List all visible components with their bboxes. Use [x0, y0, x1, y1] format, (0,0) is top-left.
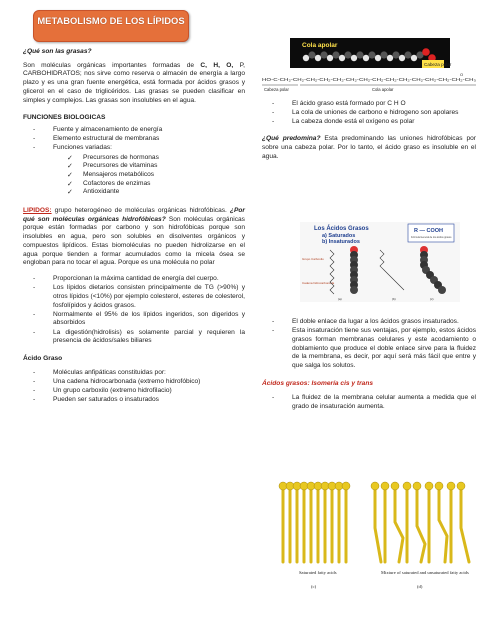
- heading-acido-graso: Ácido Graso: [23, 355, 63, 363]
- paragraph-lipidos: LIPIDOS: grupo heterogéneo de moléculas orgánicas hidrofóbicas. ¿Por qué son moléculas orgánicas hidrofóbicas? Son moléculas orgánicas porque están formadas por carbono y son hidrofóbicas porque son insolubles en agua, pero son solubles en disolventes orgánicos y compuestos lipídicos. Estas biomoléculas no pueden hidrolizarse en el agua porque tienden a formar acumulados como la micela ósea se engloban para no tocar el agua. Porque es una molécula no polar: [23, 207, 245, 267]
- check-item: ✓ Mensajeros metabólicos: [23, 171, 245, 180]
- paragraph-grasas: Son moléculas orgánicas importantes formadas de C, H, O, P, CARBOHIDRATOS; nos sirve como reserva o almacén de energía a largo plazo y es una gran fuente energética, está formada por ácidos grasos y glicerol en el caso de triglicéridos. Las grasas se pueden clasificar en simples y complejos. Las grasas son insolubles en el agua.: [23, 61, 245, 104]
- list-item: - La cola de uniones de carbono e hidrogeno son apolares: [262, 109, 476, 118]
- list-item: - Un grupo carboxilo (extremo hidrofilacio): [23, 387, 245, 396]
- page-title: METABOLISMO DE LOS LÍPIDOS: [33, 10, 189, 42]
- label-mixture: Mixture of saturated and unsaturated fatty acids: [381, 570, 469, 575]
- membrane-figure: [277, 478, 477, 600]
- fatty-acid-structure-figure: [262, 36, 478, 98]
- list-funciones: [23, 126, 245, 153]
- list-item: - Moléculas anfipáticas constituidas por:: [23, 369, 245, 378]
- caption-c: (c): [430, 297, 434, 301]
- fig2-sub-a: a) Saturados: [322, 233, 356, 239]
- question-grasas: ¿Qué son las grasas?: [23, 48, 92, 55]
- fig2-formula-note: Fórmula General de los ácidos grasos: [411, 236, 452, 239]
- check-item: ✓ Cofactores de enzimas: [23, 180, 245, 189]
- paragraph-predomina: ¿Qué predomina? Esta predominando las uniones hidrofóbicas por sobre una cabeza polar. Por lo tanto, el ácido graso es insoluble en el agua.: [262, 135, 476, 160]
- list-item: - El doble enlace da lugar a los ácidos grasos insaturados.: [262, 318, 476, 327]
- check-item: ✓ Precursores de hormonas: [23, 154, 245, 163]
- right-text-2: [262, 318, 476, 412]
- caption-d: (d): [417, 584, 423, 589]
- cola-apolar-bottom-label: Cola apolar: [372, 87, 394, 92]
- list-lipidos: [23, 275, 245, 346]
- check-item: ✓ Precursores de vitaminas: [23, 162, 245, 171]
- caption-c: (c): [311, 584, 317, 589]
- list-insaturados: [262, 318, 476, 371]
- list-item: - Esta insaturación tiene sus ventajas, por ejemplo, estos ácidos grasos forman membranas celulares y este acodamiento o doblamiento que produce el doble enlace sirve para la fluidez de la membrana, es decir, por aquí será más fácil que entre y que salga los solutos.: [262, 327, 476, 371]
- right-text-1: [262, 100, 476, 161]
- cola-apolar-label: Cola apolar: [302, 42, 338, 49]
- acidos-grasos-diagram: [300, 222, 460, 302]
- list-item: - El ácido graso está formado por C H O: [262, 100, 476, 109]
- label-saturated: Saturated fatty acids: [299, 570, 337, 575]
- label-carboxilo: Grupo Carboxilo: [302, 257, 324, 261]
- list-item: - Pueden ser saturados o insaturados: [23, 396, 245, 405]
- oxygen-label: O: [460, 72, 464, 77]
- acidos-grasos-figure: [300, 222, 460, 302]
- heading-funciones: FUNCIONES BIOLOGICAS: [23, 114, 106, 122]
- list-item: - Funciones variadas:: [23, 144, 245, 153]
- saturated-membrane: [279, 482, 350, 562]
- list-item: - Elemento estructural de membranas: [23, 135, 245, 144]
- list-item: - La fluidez de la membrana celular aumenta a medida que el grado de insaturación aumenta.: [262, 394, 476, 411]
- caption-b: (b): [392, 297, 396, 301]
- fatty-acid-formula: HO-C-CH₂-CH₂-CH₂-CH₂-CH₂-CH₂-CH₂-CH₂-CH₂-CH₂-CH₂-CH₂-CH₂-CH₂-CH₃: [262, 77, 477, 82]
- list-item: - Fuente y almacenamiento de energía: [23, 126, 245, 135]
- fig2-sub-b: b) Insaturados: [322, 239, 360, 245]
- list-item: - La cabeza donde está el oxígeno es polar: [262, 118, 476, 127]
- caption-a: (a): [338, 297, 342, 301]
- list-item: - Normalmente el 95% de los lípidos ingeridos, son digeridos y absorbidos: [23, 311, 245, 328]
- label-cadena: Cadena hidrocarbonada: [302, 281, 335, 285]
- check-item: ✓ Antioxidante: [23, 188, 245, 197]
- list-item: - Proporcionan la máxima cantidad de energía del cuerpo.: [23, 275, 245, 284]
- list-estructura: [262, 100, 476, 127]
- fig2-formula: R — COOH: [414, 228, 444, 234]
- list-item: - Los lípidos dietarios consisten principalmente de TG (>90%) y otros lípidos (<10%) por ejemplo colesterol, esteres de colesterol, fosfolípidos y ácidos grasos.: [23, 284, 245, 310]
- fatty-acid-structure-diagram: [262, 36, 478, 98]
- membrane-diagram: [277, 478, 477, 600]
- fig2-title: Los Ácidos Grasos: [314, 226, 369, 232]
- list-acido-graso: [23, 369, 245, 405]
- cabeza-polar-bottom-label: Cabeza polar: [264, 87, 289, 92]
- list-item: - La digestión(hidrolisis) es solamente parcial y requieren la presencia de ácidos/sales biliares: [23, 329, 245, 346]
- list-fluidez: [262, 394, 476, 411]
- cabeza-polar-tag-label: Cabeza polar: [424, 62, 452, 67]
- list-funciones-sub: [23, 154, 245, 198]
- heading-isomeria: Ácidos grasos: Isomería cis y trans: [262, 379, 374, 387]
- list-item: - Una cadena hidrocarbonada (extremo hidrofóbico): [23, 378, 245, 387]
- spacefill-saturated: [350, 246, 358, 294]
- mixed-membrane: [371, 482, 469, 562]
- left-column: [23, 10, 245, 406]
